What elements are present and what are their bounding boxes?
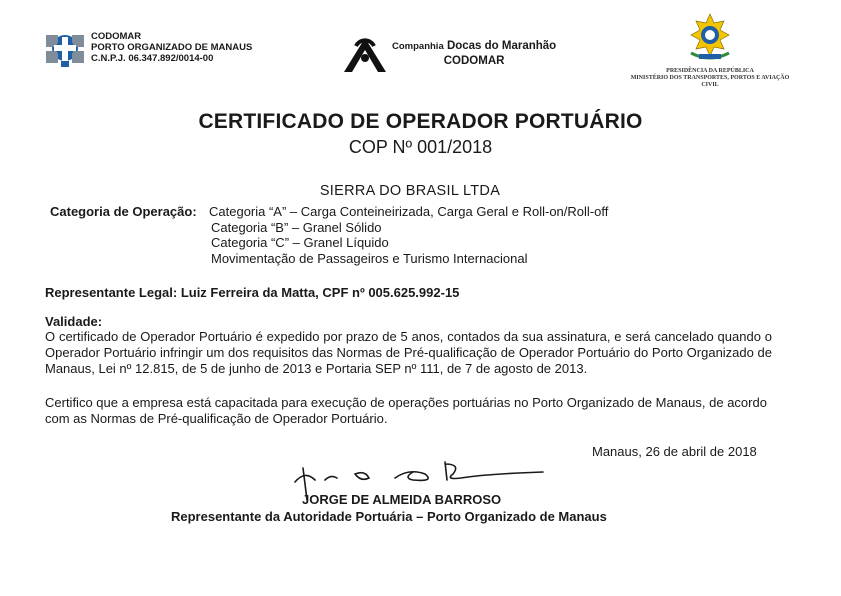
legal-representative: Representante Legal: Luiz Ferreira da Matta, CPF nº 005.625.992-15: [45, 285, 460, 300]
signer-name: JORGE DE ALMEIDA BARROSO: [302, 492, 502, 507]
certificate-number: COP Nº 001/2018: [348, 137, 493, 157]
category-item: Categoria “C” – Granel Líquido: [211, 235, 389, 250]
ministry-header: [610, 13, 810, 89]
docas-codomar: CODOMAR: [443, 54, 505, 67]
ministry-label: MINISTÉRIO DOS TRANSPORTES, PORTOS E AVIAÇÃO: [630, 75, 790, 81]
category-item: Categoria “B” – Granel Sólido: [211, 219, 382, 235]
company-name: SIERRA DO BRASIL LTDA: [319, 183, 501, 199]
codomar-manaus-header: [44, 31, 252, 69]
certificate-title: CERTIFICADO DE OPERADOR PORTUÁRIO: [198, 110, 643, 133]
codomar-name: CODOMAR: [91, 31, 142, 42]
category-item: Movimentação de Passageiros e Turismo Internacional: [211, 250, 528, 266]
place-date: Manaus, 26 de abril de 2018: [592, 444, 757, 459]
docas-name: Docas do Maranhão: [446, 39, 557, 52]
certification-statement: Certifico que a empresa está capacitada para execução de operações portuárias no Porto Organizado de Manaus, de acordo com as Normas de Pré-qualificação de Operador Portuário.: [45, 395, 767, 427]
docas-logo-icon: [340, 32, 390, 74]
presidency-label: PRESIDÊNCIA DA REPÚBLICA: [666, 68, 754, 74]
validity-text: O certificado de Operador Portuário é expedido por prazo de 5 anos, contados da sua assinatura, e será cancelado quando o Operador Portuário infringir um dos requisitos das Normas de Pré-qualificação de Operador Portuário do Porto Organizado de Manaus, Lei nº 12.815, de 5 de junho de 2013 e Portaria SEP nº 111, de 7 de agosto de 2013.: [45, 329, 772, 377]
category-label: Categoria de Operação:: [50, 204, 197, 219]
cnpj-number: C.N.P.J. 06.347.892/0014-00: [91, 53, 214, 64]
port-name: PORTO ORGANIZADO DE MANAUS: [91, 42, 253, 53]
signer-role: Representante da Autoridade Portuária – Porto Organizado de Manaus: [171, 509, 607, 524]
brazil-coat-of-arms-icon: [685, 13, 735, 63]
codomar-logo-icon: [44, 31, 86, 69]
validity-heading: Validade:: [45, 314, 103, 329]
docas-company-word: Companhia: [392, 40, 444, 52]
docas-maranhao-header: [340, 32, 556, 74]
category-list: [211, 204, 608, 266]
category-item: Categoria “A” – Carga Conteineirizada, Carga Geral e Roll-on/Roll-off: [209, 204, 609, 219]
ministry-label-cont: CIVIL: [701, 82, 719, 88]
